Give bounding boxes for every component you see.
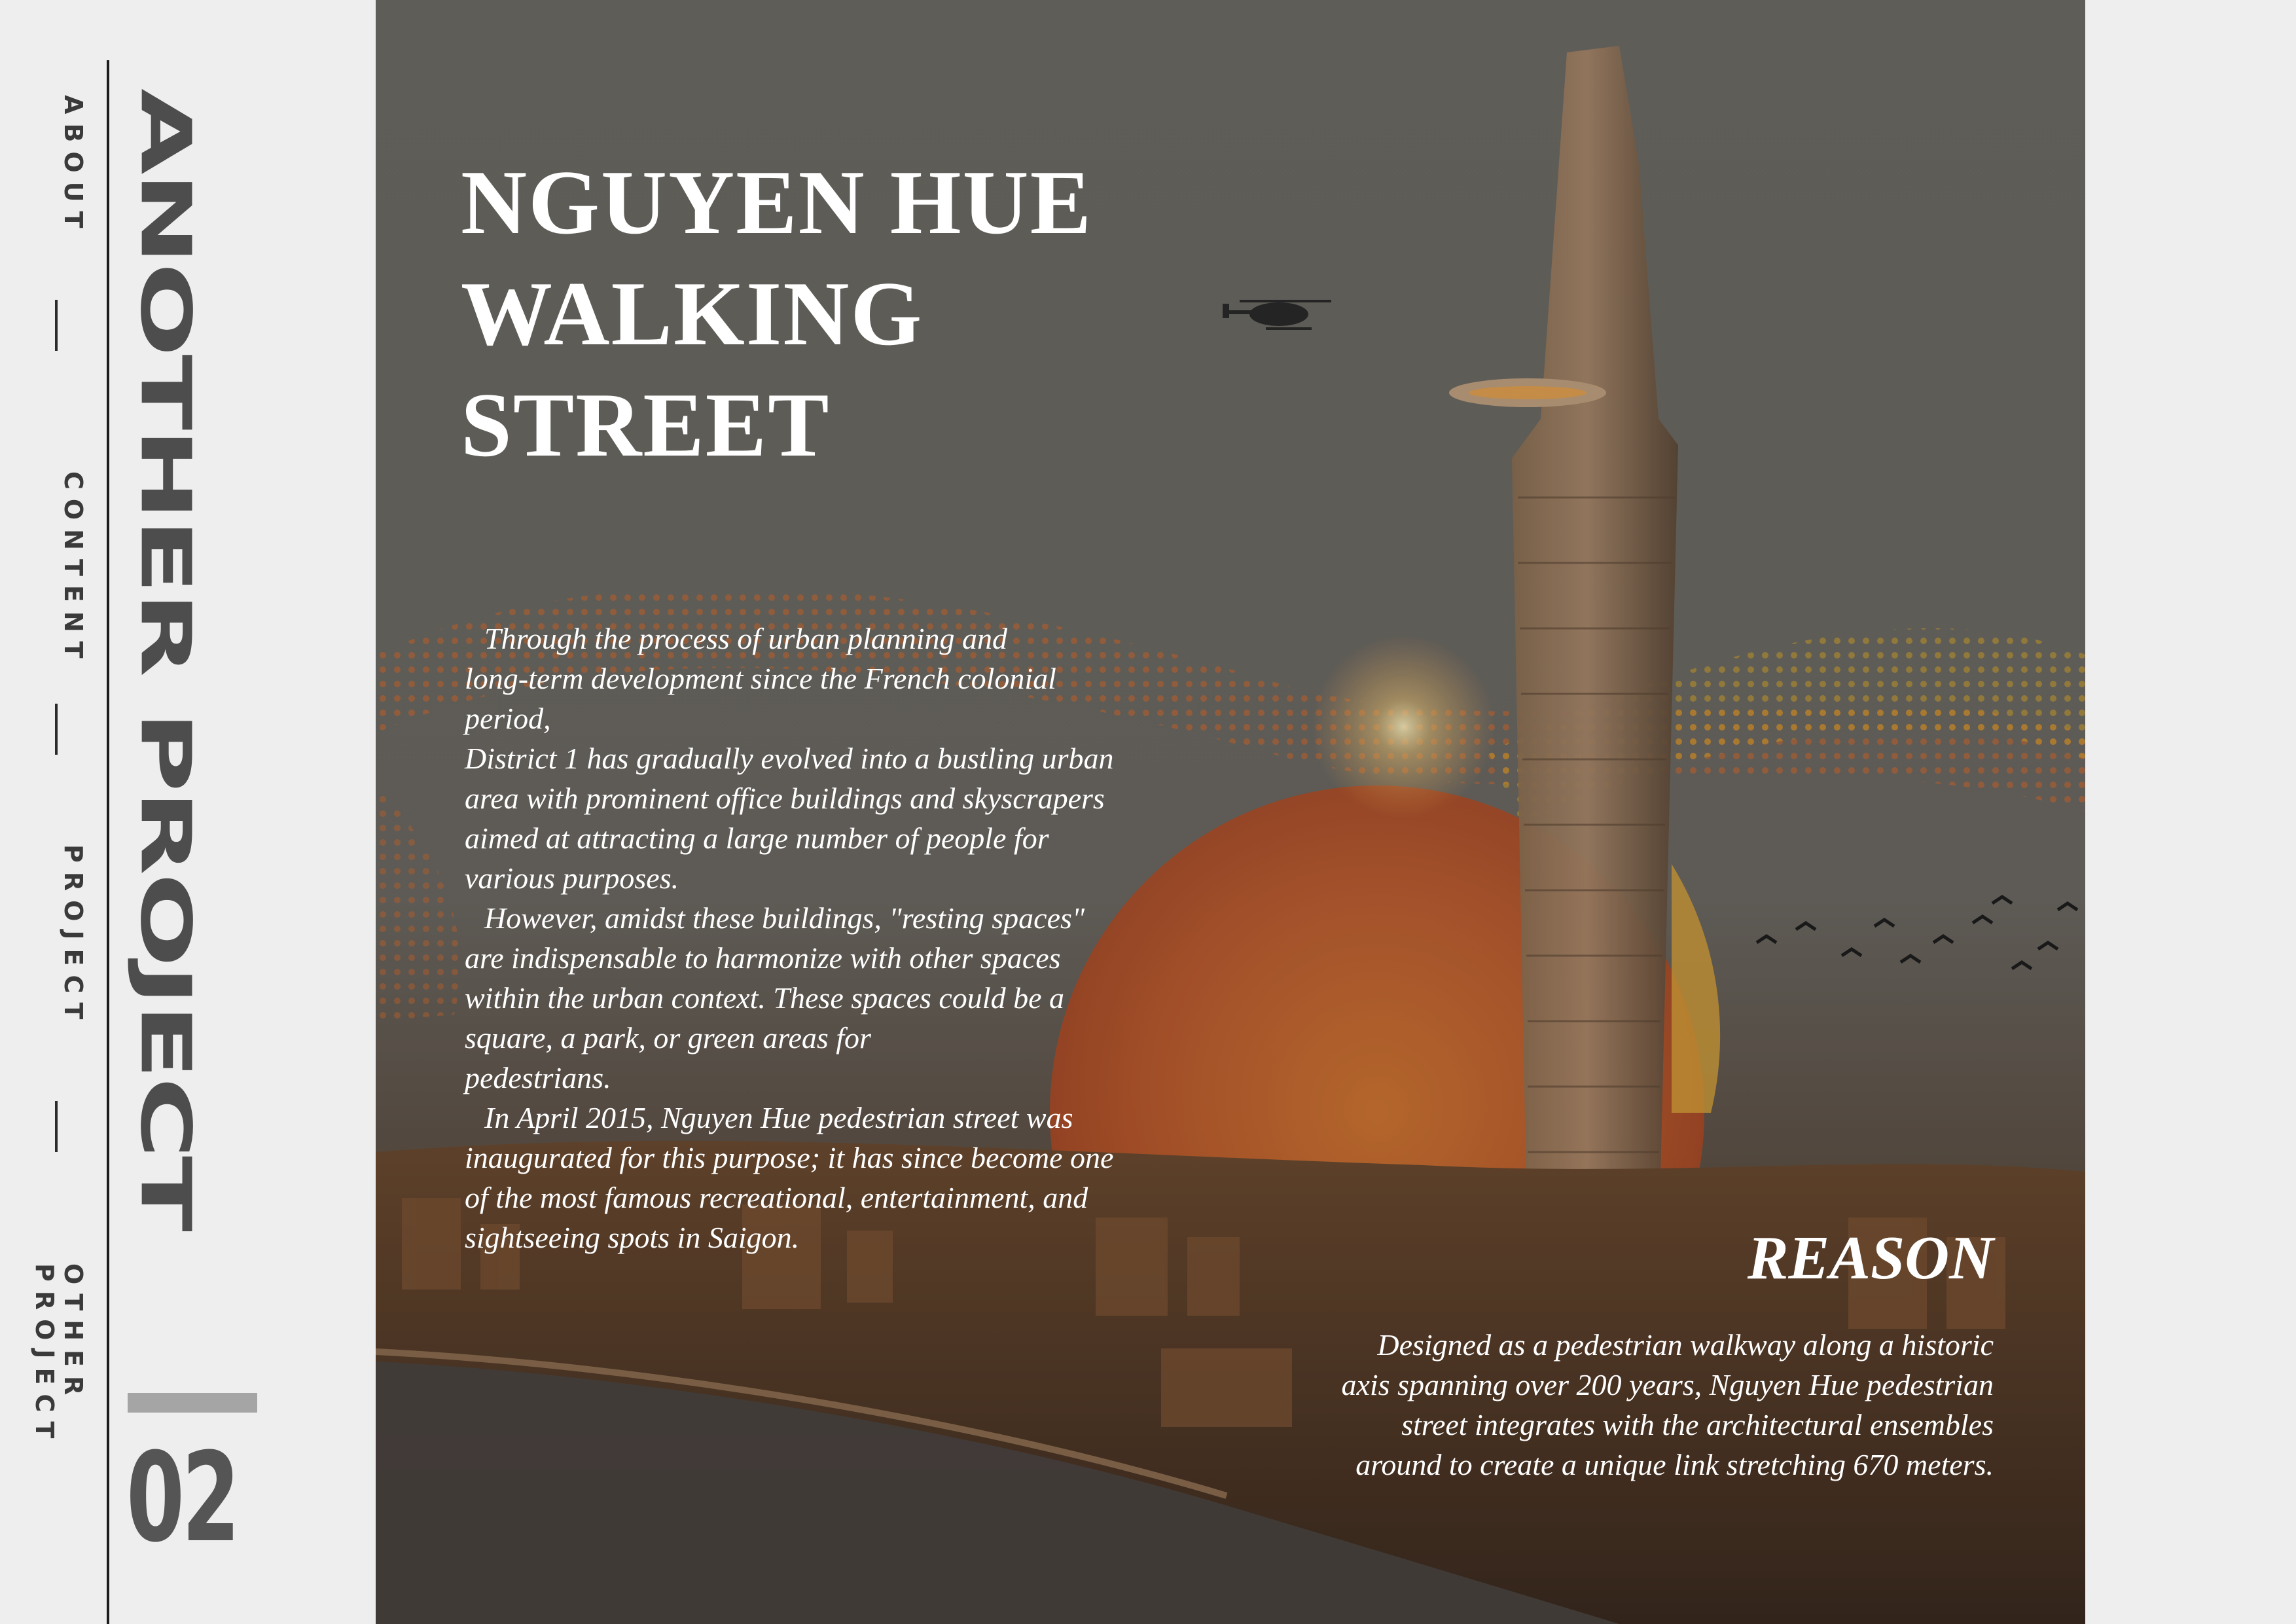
sidebar [0,0,376,1624]
poster-panel [376,0,2085,1624]
nav-other-project[interactable]: OTHER PROJECT [30,1263,88,1448]
section-title: ANOTHER PROJECT [125,88,206,1229]
text-line: around to create a unique link stretching 670 meters. [1355,1448,1994,1481]
nav-project[interactable]: PROJECT [59,844,88,1029]
paragraph [465,619,1237,738]
text-line: sightseeing spots in Saigon. [465,1221,800,1254]
text-line: of the most famous recreational, entertainment, and [465,1181,1088,1214]
text-line: However, amidst these buildings, "resting spaces" [484,901,1085,935]
text-line: inaugurated for this purpose; it has since become one [465,1141,1114,1174]
text-line: are indispensable to harmonize with other spaces [465,941,1061,975]
nav-content[interactable]: CONTENT [59,471,88,668]
sidebar-divider-line [107,60,109,1624]
nav-about[interactable]: ABOUT [59,95,88,238]
text-line: Designed as a pedestrian walkway along a historic [1377,1328,1994,1362]
reason-heading: REASON [1747,1224,1994,1292]
nav-separator [55,704,58,755]
paragraph [465,738,1237,898]
right-margin [2085,0,2296,1624]
paragraph [465,898,1237,1098]
text-line: Through the process of urban planning and [484,622,1008,655]
text-line: In April 2015, Nguyen Hue pedestrian street was [484,1101,1073,1134]
text-line: long-term development since the French colonial [465,662,1056,695]
text-line: area with prominent office buildings and skyscrapers [465,782,1105,815]
text-line: aimed at attracting a large number of people for [465,821,1049,855]
page-number-bar [128,1393,257,1413]
nav-separator [55,1101,58,1152]
text-line: axis spanning over 200 years, Nguyen Hue pedestrian [1341,1368,1994,1401]
text-line: District 1 has gradually evolved into a bustling urban [465,742,1114,775]
text-line: period, [465,702,551,735]
text-line: various purposes. [465,861,679,895]
text-line: street integrates with the architectural ensembles [1401,1408,1994,1441]
title-line: STREET [461,374,831,476]
title-line: WALKING [461,263,924,365]
paragraph [465,1098,1237,1257]
intro-body-text [465,619,1237,1257]
poster-title [461,147,1246,481]
text-line: pedestrians. [465,1061,611,1094]
text-line: square, a park, or green areas for [465,1021,871,1055]
reason-text [1143,1325,1994,1485]
nav-separator [55,300,58,351]
title-line: NGUYEN HUE [461,152,1093,253]
text-line: within the urban context. These spaces could be a [465,981,1065,1015]
page-number: 02 [126,1426,238,1570]
